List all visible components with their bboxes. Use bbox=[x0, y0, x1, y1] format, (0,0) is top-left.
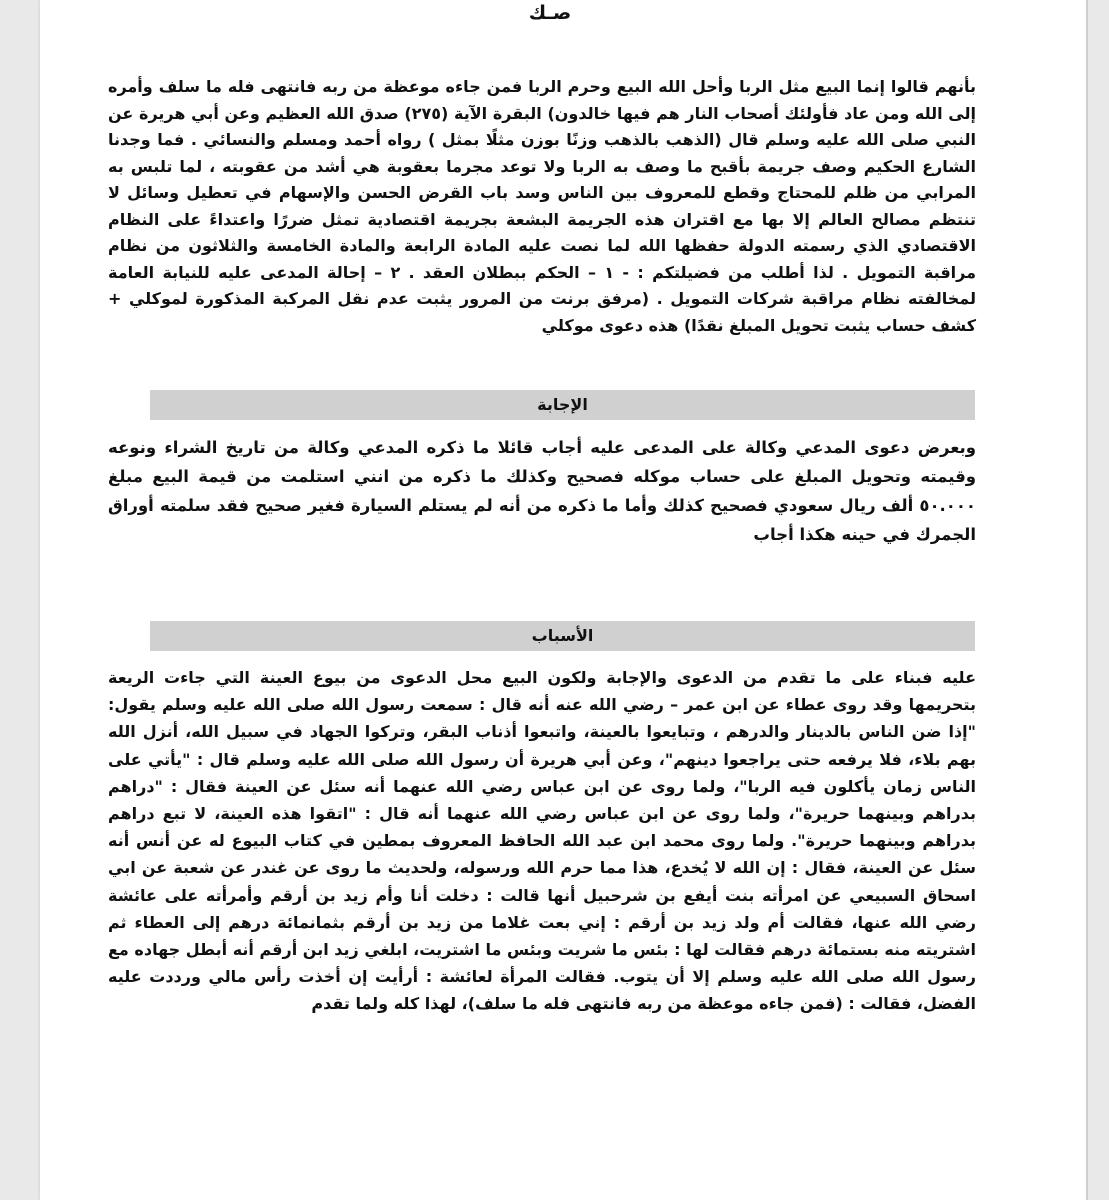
reasons-section-header: الأسباب bbox=[150, 621, 975, 651]
document-header-mark: صـك bbox=[528, 2, 572, 24]
claim-paragraph: بأنهم قالوا إنما البيع مثل الربا وأحل الله البيع وحرم الربا فمن جاءه موعظة من ربه فانتهى فله ما سلف وأمره إلى الله ومن عاد فأولئك أصحاب النار هم فيها خالدون) البقرة الآية (٢٧٥) صدق الله العظيم وعن أبي هريرة عن النبي صلى الله عليه وسلم قال (الذهب بالذهب وزنًا بوزن مثلًا بمثل ) رواه أحمد ومسلم والنسائي . فما وجدنا الشارع الحكيم وصف جريمة بأقبح ما وصف به الربا ولا توعد مجرما بعقوبة هي أشد من عقوبته ، لما تلبس به المرابي من ظلم للمحتاج وقطع للمعروف بين الناس وسد باب القرض الحسن والإسهام في تعطيل وسائل لا تنتظم مصالح العالم إلا بها مع اقتران هذه الجريمة البشعة بجريمة اقتصادية تمثل ضررًا واعتداءً على النظام الاقتصادي الذي رسمته الدولة حفظها الله لما نصت عليه المادة الرابعة والمادة الخامسة والثلاثون من نظام مراقبة التمويل . لذا أطلب من فضيلتكم : - ١ – الحكم ببطلان العقد . ٢ – إحالة المدعى عليه للنيابة العامة لمخالفته نظام مراقبة شركات التمويل . (مرفق برنت من المرور يثبت عدم نقل المركبة المذكورة لموكلي + كشف حساب يثبت تحويل المبلغ نقدًا) هذه دعوى موكلي bbox=[108, 77, 977, 335]
response-paragraph: وبعرض دعوى المدعي وكالة على المدعى عليه أجاب قائلا ما ذكره المدعي وكالة من تاريخ الشراء ونوعه وقيمته وتحويل المبلغ على حساب موكله فصحيح وكذلك ما ذكره من انني استلمت من قيمة البيع مبلغ ٥٠.٠٠٠ ألف ريال سعودي فصحيح كذلك وأما ما ذكره من أنه لم يستلم السيارة فغير صحيح فقد سلمته أوراق الجمرك في حينه هكذا أجاب bbox=[108, 438, 976, 544]
reasons-paragraph: عليه فبناء على ما تقدم من الدعوى والإجابة ولكون البيع محل الدعوى من بيوع العينة التي جاءت الريعة بتحريمها وقد روى عطاء عن ابن عمر – رضي الله عنه أنه قال : سمعت رسول الله صلى الله عليه وسلم يقول: "إذا ضن الناس بالدينار والدرهم ، وتبايعوا بالعينة، واتبعوا أذناب البقر، وتركوا الجهاد في سبيل الله، أنزل الله بهم بلاء، فلا يرفعه حتى يراجعوا دينهم"، وعن أبي هريرة أن رسول الله صلى الله عليه وسلم قال : "يأتي على الناس زمان يأكلون فيه الربا"، ولما روى عن ابن عباس رضي الله عنهما أنه سئل عن العينة فقال : "دراهم بدراهم وبينهما حريرة"، ولما روى عن ابن عباس رضي الله عنهما أنه قال : "اتقوا هذه العينة، لا تبع دراهم بدراهم وبينهما حريرة". ولما روى محمد ابن عبد الله الحافظ المعروف بمطين في كتاب البيوع له عن أنس أنه سئل عن العينة، فقال : إن الله لا يُخدع، هذا مما حرم الله ورسوله، ولحديث ما روى عن غندر عن شعبة عن ابي اسحاق السبيعي عن امرأته بنت أيفع بن شرحبيل أنها قالت : دخلت أنا وأم زيد بن أرقم وأمرأته على عائشة رضي الله عنها، فقالت أم ولد زيد بن أرقم : إني بعت غلاما من زيد بن أرقم بثمانمائة درهم إلى العطاء ثم اشتريته منه بستمائة درهم فقالت لها : بئس ما شريت وبئس ما اشتريت، ابلغي زيد ابن أرقم أنه أبطل جهاده مع رسول الله صلى الله عليه وسلم إلا أن يتوب. فقالت المرأة لعائشة : أرأيت إن أخذت رأس مالي ورددت عليه الفضل، فقالت : (فمن جاءه موعظة من ربه فانتهى فله ما سلف)، لهذا كله ولما تقدم bbox=[108, 668, 976, 1014]
page-edge bbox=[1086, 0, 1088, 1200]
response-section-header: الإجابة bbox=[150, 390, 975, 420]
